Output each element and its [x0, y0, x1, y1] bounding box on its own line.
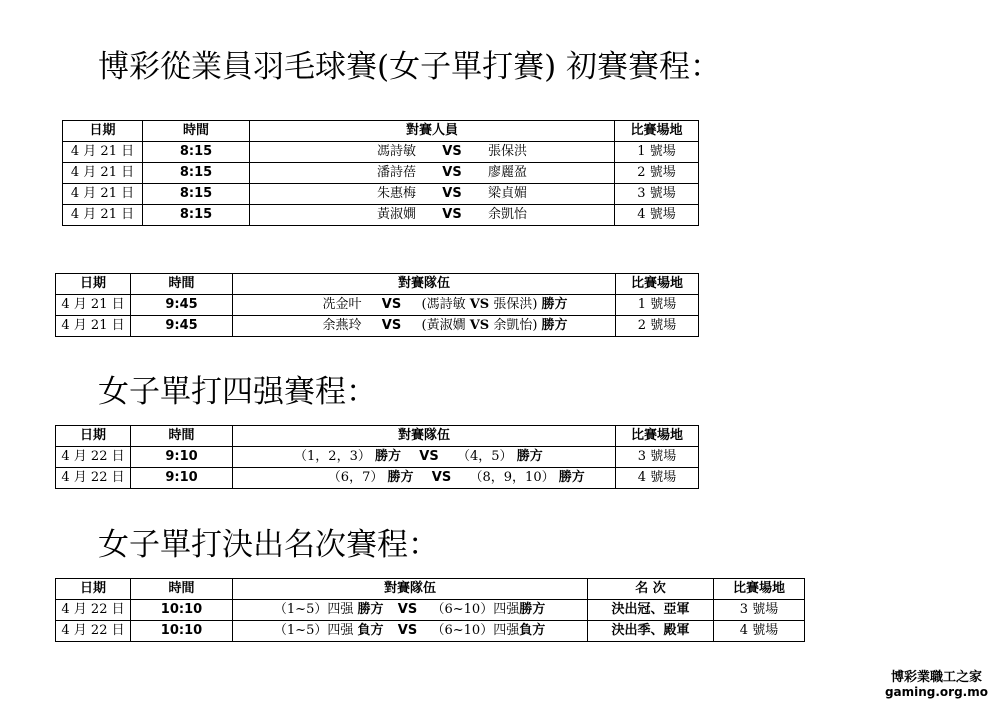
cell-venue: 3 號場: [615, 184, 699, 205]
cell-time: 9:45: [131, 295, 233, 316]
header-venue: 比賽場地: [616, 426, 699, 447]
table-row: [56, 316, 699, 337]
group-right: （6~10）四强負方: [431, 623, 546, 638]
cell-players: [250, 184, 615, 205]
semifinal-title: 女子單打四强賽程：: [98, 374, 377, 410]
cell-teams: [233, 447, 616, 468]
player-right: 余凱怡: [488, 207, 528, 222]
cell-date: 4 月 21 日: [56, 316, 131, 337]
player-right: 廖麗盈: [488, 165, 528, 180]
header-date: 日期: [56, 426, 131, 447]
cell-date: 4 月 21 日: [63, 142, 143, 163]
table-row: [56, 468, 699, 489]
player-left: 潘詩蓓: [376, 165, 416, 180]
vs-label: VS: [442, 144, 462, 159]
cell-venue: 1 號場: [616, 295, 699, 316]
table-row: [63, 205, 699, 226]
header-venue: 比賽場地: [616, 274, 699, 295]
cell-players: [250, 205, 615, 226]
vs-label: VS: [397, 602, 418, 617]
watermark: [885, 670, 988, 700]
player-left: 余燕玲: [322, 318, 362, 333]
player-right: 張保洪: [488, 144, 528, 159]
cell-date: 4 月 22 日: [56, 621, 131, 642]
winner-of-match: (馮詩敏 VS 張保洪) 勝方: [421, 297, 568, 312]
header-teams: 對賽隊伍: [233, 274, 616, 295]
cell-rank: 決出季、殿軍: [588, 621, 714, 642]
table-row: [63, 142, 699, 163]
cell-date: 4 月 22 日: [56, 600, 131, 621]
vs-label: VS: [431, 470, 452, 485]
header-time: 時間: [131, 274, 233, 295]
header-venue: 比賽場地: [615, 121, 699, 142]
cell-time: 9:10: [131, 447, 233, 468]
winner-of-match: (黃淑嫺 VS 余凱怡) 勝方: [421, 318, 568, 333]
cell-venue: 4 號場: [616, 468, 699, 489]
group-right: （6~10）四强勝方: [431, 602, 546, 617]
ranking-schedule-table: [55, 578, 805, 642]
cell-date: 4 月 21 日: [63, 184, 143, 205]
cell-time: 9:45: [131, 316, 233, 337]
ranking-title: 女子單打決出名次賽程：: [98, 527, 439, 563]
header-date: 日期: [56, 274, 131, 295]
cell-date: 4 月 21 日: [56, 295, 131, 316]
cell-date: 4 月 22 日: [56, 447, 131, 468]
cell-date: 4 月 21 日: [63, 163, 143, 184]
cell-teams: [233, 621, 588, 642]
cell-venue: 3 號場: [616, 447, 699, 468]
page-title: 博彩從業員羽毛球賽(女子單打賽) 初賽賽程：: [98, 49, 722, 85]
table-row: [56, 295, 699, 316]
player-left: 朱惠梅: [376, 186, 416, 201]
player-left: 馮詩敏: [376, 144, 416, 159]
vs-label: VS: [442, 186, 462, 201]
header-players: 對賽人員: [250, 121, 615, 142]
cell-time: 10:10: [131, 600, 233, 621]
group-left: （1，2，3） 勝方: [294, 449, 401, 464]
header-date: 日期: [63, 121, 143, 142]
table-header-row: [56, 274, 699, 295]
cell-time: 8:15: [143, 184, 250, 205]
cell-date: 4 月 22 日: [56, 468, 131, 489]
cell-venue: 3 號場: [714, 600, 805, 621]
header-time: 時間: [131, 579, 233, 600]
vs-label: VS: [381, 297, 402, 312]
header-teams: 對賽隊伍: [233, 426, 616, 447]
player-left: 冼金叶: [322, 297, 362, 312]
cell-rank: 決出冠、亞軍: [588, 600, 714, 621]
vs-label: VS: [381, 318, 402, 333]
vs-label: VS: [442, 207, 462, 222]
cell-teams: [233, 468, 616, 489]
semifinal-schedule-table: [55, 425, 699, 489]
cell-date: 4 月 21 日: [63, 205, 143, 226]
vs-label: VS: [419, 449, 439, 464]
cell-time: 8:15: [143, 142, 250, 163]
table-header-row: [63, 121, 699, 142]
preliminary-schedule-table: [62, 120, 699, 226]
header-date: 日期: [56, 579, 131, 600]
header-time: 時間: [143, 121, 250, 142]
group-right: （8，9，10） 勝方: [469, 470, 585, 485]
cell-venue: 4 號場: [714, 621, 805, 642]
table-row: [63, 184, 699, 205]
cell-venue: 1 號場: [615, 142, 699, 163]
cell-time: 8:15: [143, 205, 250, 226]
table-row: [56, 600, 805, 621]
header-venue: 比賽場地: [714, 579, 805, 600]
vs-label: VS: [442, 165, 462, 180]
player-right: 梁貞媚: [488, 186, 528, 201]
cell-time: 10:10: [131, 621, 233, 642]
group-left: （1~5）四强 勝方: [273, 602, 384, 617]
header-rank: 名 次: [588, 579, 714, 600]
header-teams: 對賽隊伍: [233, 579, 588, 600]
header-time: 時間: [131, 426, 233, 447]
cell-time: 9:10: [131, 468, 233, 489]
table-row: [56, 447, 699, 468]
watermark-url: gaming.org.mo: [884, 685, 988, 699]
group-left: （1~5）四强 負方: [273, 623, 384, 638]
cell-teams: [233, 316, 616, 337]
cell-players: [250, 142, 615, 163]
table-header-row: [56, 426, 699, 447]
vs-label: VS: [397, 623, 418, 638]
table-row: [56, 621, 805, 642]
cell-venue: 2 號場: [616, 316, 699, 337]
cell-venue: 2 號場: [615, 163, 699, 184]
player-left: 黃淑嫺: [376, 207, 416, 222]
cell-teams: [233, 295, 616, 316]
group-left: （6，7） 勝方: [327, 470, 414, 485]
watermark-name: 博彩業職工之家: [890, 670, 982, 685]
cell-time: 8:15: [143, 163, 250, 184]
table-row: [63, 163, 699, 184]
group-right: （4，5） 勝方: [457, 449, 543, 464]
second-round-schedule-table: [55, 273, 699, 337]
cell-teams: [233, 600, 588, 621]
cell-players: [250, 163, 615, 184]
table-header-row: [56, 579, 805, 600]
cell-venue: 4 號場: [615, 205, 699, 226]
